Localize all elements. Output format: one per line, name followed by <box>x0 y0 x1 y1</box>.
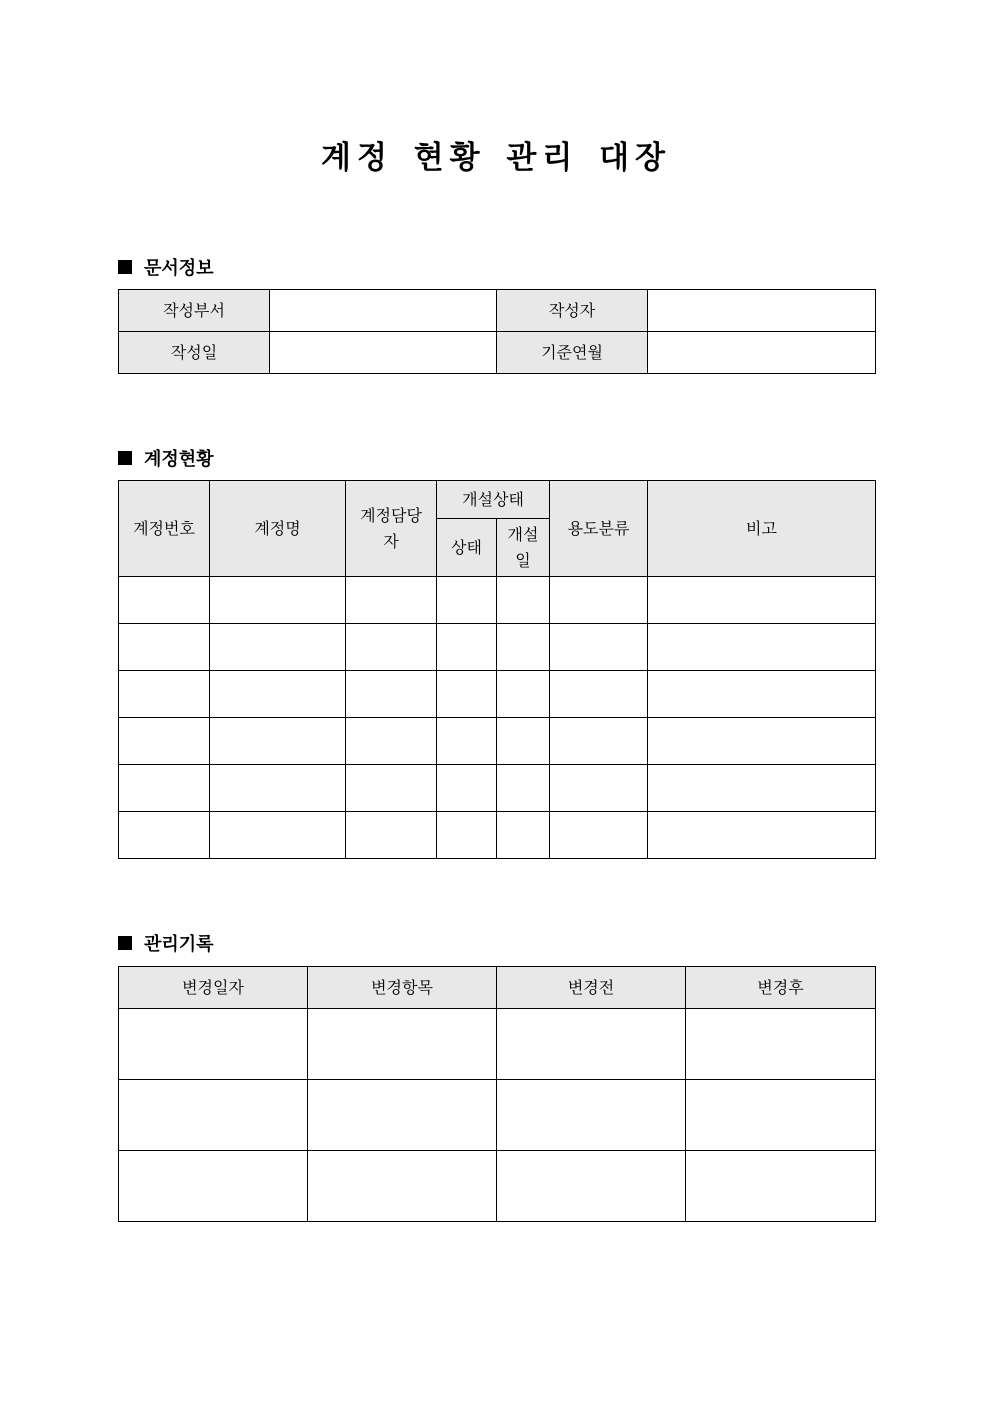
field-author[interactable] <box>648 290 876 332</box>
table-cell[interactable] <box>119 577 210 624</box>
table-row <box>119 624 876 671</box>
label-base-month: 기준연월 <box>497 332 648 374</box>
table-cell[interactable] <box>437 671 497 718</box>
table-cell[interactable] <box>497 624 550 671</box>
col-account-number: 계정번호 <box>119 481 210 577</box>
section-heading-label: 관리기록 <box>144 934 214 955</box>
label-date: 작성일 <box>119 332 270 374</box>
square-bullet-icon <box>118 936 132 950</box>
table-cell[interactable] <box>346 577 437 624</box>
square-bullet-icon <box>118 451 132 465</box>
col-account-manager: 계정담당자 <box>346 481 437 577</box>
table-cell[interactable] <box>210 718 346 765</box>
col-after: 변경후 <box>686 967 876 1009</box>
col-before: 변경전 <box>497 967 686 1009</box>
table-cell[interactable] <box>210 765 346 812</box>
table-cell[interactable] <box>648 671 876 718</box>
table-cell[interactable] <box>119 812 210 859</box>
table-cell[interactable] <box>550 812 648 859</box>
col-account-name: 계정명 <box>210 481 346 577</box>
table-cell[interactable] <box>648 812 876 859</box>
table-cell[interactable] <box>346 765 437 812</box>
table-cell[interactable] <box>550 624 648 671</box>
table-cell[interactable] <box>210 624 346 671</box>
table-cell[interactable] <box>497 1009 686 1080</box>
table-cell[interactable] <box>210 577 346 624</box>
table-cell[interactable] <box>210 812 346 859</box>
table-cell[interactable] <box>497 718 550 765</box>
table-cell[interactable] <box>550 577 648 624</box>
table-cell[interactable] <box>119 1080 308 1151</box>
table-cell[interactable] <box>308 1151 497 1222</box>
col-change-date: 변경일자 <box>119 967 308 1009</box>
table-cell[interactable] <box>648 577 876 624</box>
col-note: 비고 <box>648 481 876 577</box>
table-cell[interactable] <box>497 1151 686 1222</box>
table-cell[interactable] <box>119 671 210 718</box>
col-open-status-group: 개설상태 <box>437 481 550 519</box>
record-table <box>118 966 876 1222</box>
section-heading-label: 문서정보 <box>144 258 214 279</box>
table-cell[interactable] <box>686 1009 876 1080</box>
table-cell[interactable] <box>497 671 550 718</box>
field-department[interactable] <box>270 290 497 332</box>
table-cell[interactable] <box>346 624 437 671</box>
table-cell[interactable] <box>346 671 437 718</box>
section-heading-accounts <box>118 445 214 471</box>
col-status: 상태 <box>437 519 497 577</box>
table-cell[interactable] <box>210 671 346 718</box>
table-row <box>119 1009 876 1080</box>
table-row <box>119 718 876 765</box>
table-cell[interactable] <box>648 765 876 812</box>
table-cell[interactable] <box>437 577 497 624</box>
table-row <box>119 1080 876 1151</box>
col-open-date: 개설일 <box>497 519 550 577</box>
table-row <box>119 765 876 812</box>
field-base-month[interactable] <box>648 332 876 374</box>
table-cell[interactable] <box>119 718 210 765</box>
table-cell[interactable] <box>497 577 550 624</box>
table-cell[interactable] <box>437 718 497 765</box>
col-usage-category: 용도분류 <box>550 481 648 577</box>
table-cell[interactable] <box>550 671 648 718</box>
section-heading-records <box>118 930 214 956</box>
section-heading-doc-info <box>118 254 214 280</box>
table-cell[interactable] <box>308 1009 497 1080</box>
field-date[interactable] <box>270 332 497 374</box>
table-cell[interactable] <box>648 718 876 765</box>
table-cell[interactable] <box>497 1080 686 1151</box>
table-cell[interactable] <box>550 765 648 812</box>
table-cell[interactable] <box>686 1080 876 1151</box>
table-cell[interactable] <box>346 812 437 859</box>
table-cell[interactable] <box>437 812 497 859</box>
section-heading-label: 계정현황 <box>144 449 214 470</box>
table-cell[interactable] <box>119 624 210 671</box>
table-cell[interactable] <box>437 624 497 671</box>
table-cell[interactable] <box>497 812 550 859</box>
table-row <box>119 577 876 624</box>
table-cell[interactable] <box>550 718 648 765</box>
table-cell[interactable] <box>119 1151 308 1222</box>
table-cell[interactable] <box>308 1080 497 1151</box>
square-bullet-icon <box>118 260 132 274</box>
account-table-body <box>119 577 876 859</box>
table-cell[interactable] <box>346 718 437 765</box>
page-title: 계정 현황 관리 대장 <box>321 140 671 176</box>
label-department: 작성부서 <box>119 290 270 332</box>
account-table <box>118 480 876 859</box>
table-row <box>119 671 876 718</box>
table-row <box>119 812 876 859</box>
doc-info-table <box>118 289 876 374</box>
record-table-body <box>119 1009 876 1222</box>
table-cell[interactable] <box>648 624 876 671</box>
label-author: 작성자 <box>497 290 648 332</box>
table-cell[interactable] <box>119 765 210 812</box>
table-cell[interactable] <box>686 1151 876 1222</box>
col-change-item: 변경항목 <box>308 967 497 1009</box>
table-cell[interactable] <box>119 1009 308 1080</box>
table-row <box>119 1151 876 1222</box>
table-cell[interactable] <box>497 765 550 812</box>
table-cell[interactable] <box>437 765 497 812</box>
